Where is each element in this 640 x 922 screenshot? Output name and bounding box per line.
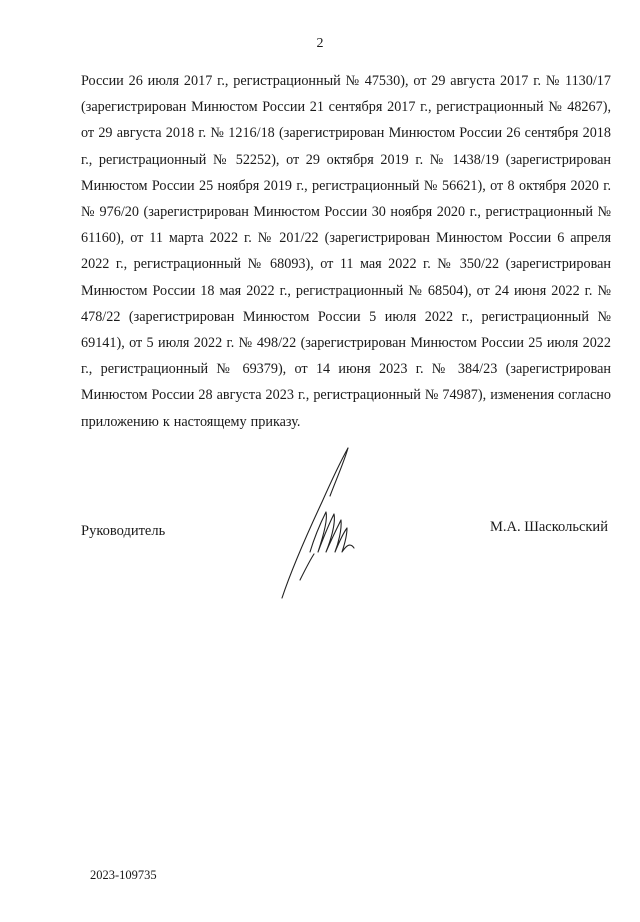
signatory-name: М.А. Шаскольский [490, 519, 608, 535]
document-id: 2023-109735 [90, 868, 157, 882]
page-number: 2 [316, 36, 324, 51]
body-paragraph: России 26 июля 2017 г., регистрационный № 47530), от 29 августа 2017 г. № 1130/17 (зарегистрирован Минюстом России 21 сентября 2017 г., регистрационный № 48267), от 29 августа 2018 г. № 1216/18 (зарегистрирован Минюстом России 26 сентября 2018 г., регистрационный № 52252), от 29 октября 2019 г. № 1438/19 (зарегистрирован Минюстом России 25 ноября 2019 г., регистрационный № 56621), от 8 октября 2020 г. № 976/20 (зарегистрирован Минюстом России 30 ноября 2020 г., регистрационный № 61160), от 11 марта 2022 г. № 201/22 (зарегистрирован Минюстом России 6 апреля 2022 г., регистрационный № 68093), от 11 мая 2022 г. № 350/22 (зарегистрирован Минюстом России 18 мая 2022 г., регистрационный № 68504), от 24 июня 2022 г. № 478/22 (зарегистрирован Минюстом России 5 июля 2022 г., регистрационный № 69141), от 5 июля 2022 г. № 498/22 (зарегистрирован Минюстом России 25 июля 2022 г., регистрационный № 69379), от 14 июня 2023 г. № 384/23 (зарегистрирован Минюстом России 28 августа 2023 г., регистрационный № 74987), изменения согласно приложению к настоящему приказу. [81, 73, 611, 430]
signatory-title: Руководитель [81, 523, 166, 539]
handwritten-signature [270, 440, 390, 605]
